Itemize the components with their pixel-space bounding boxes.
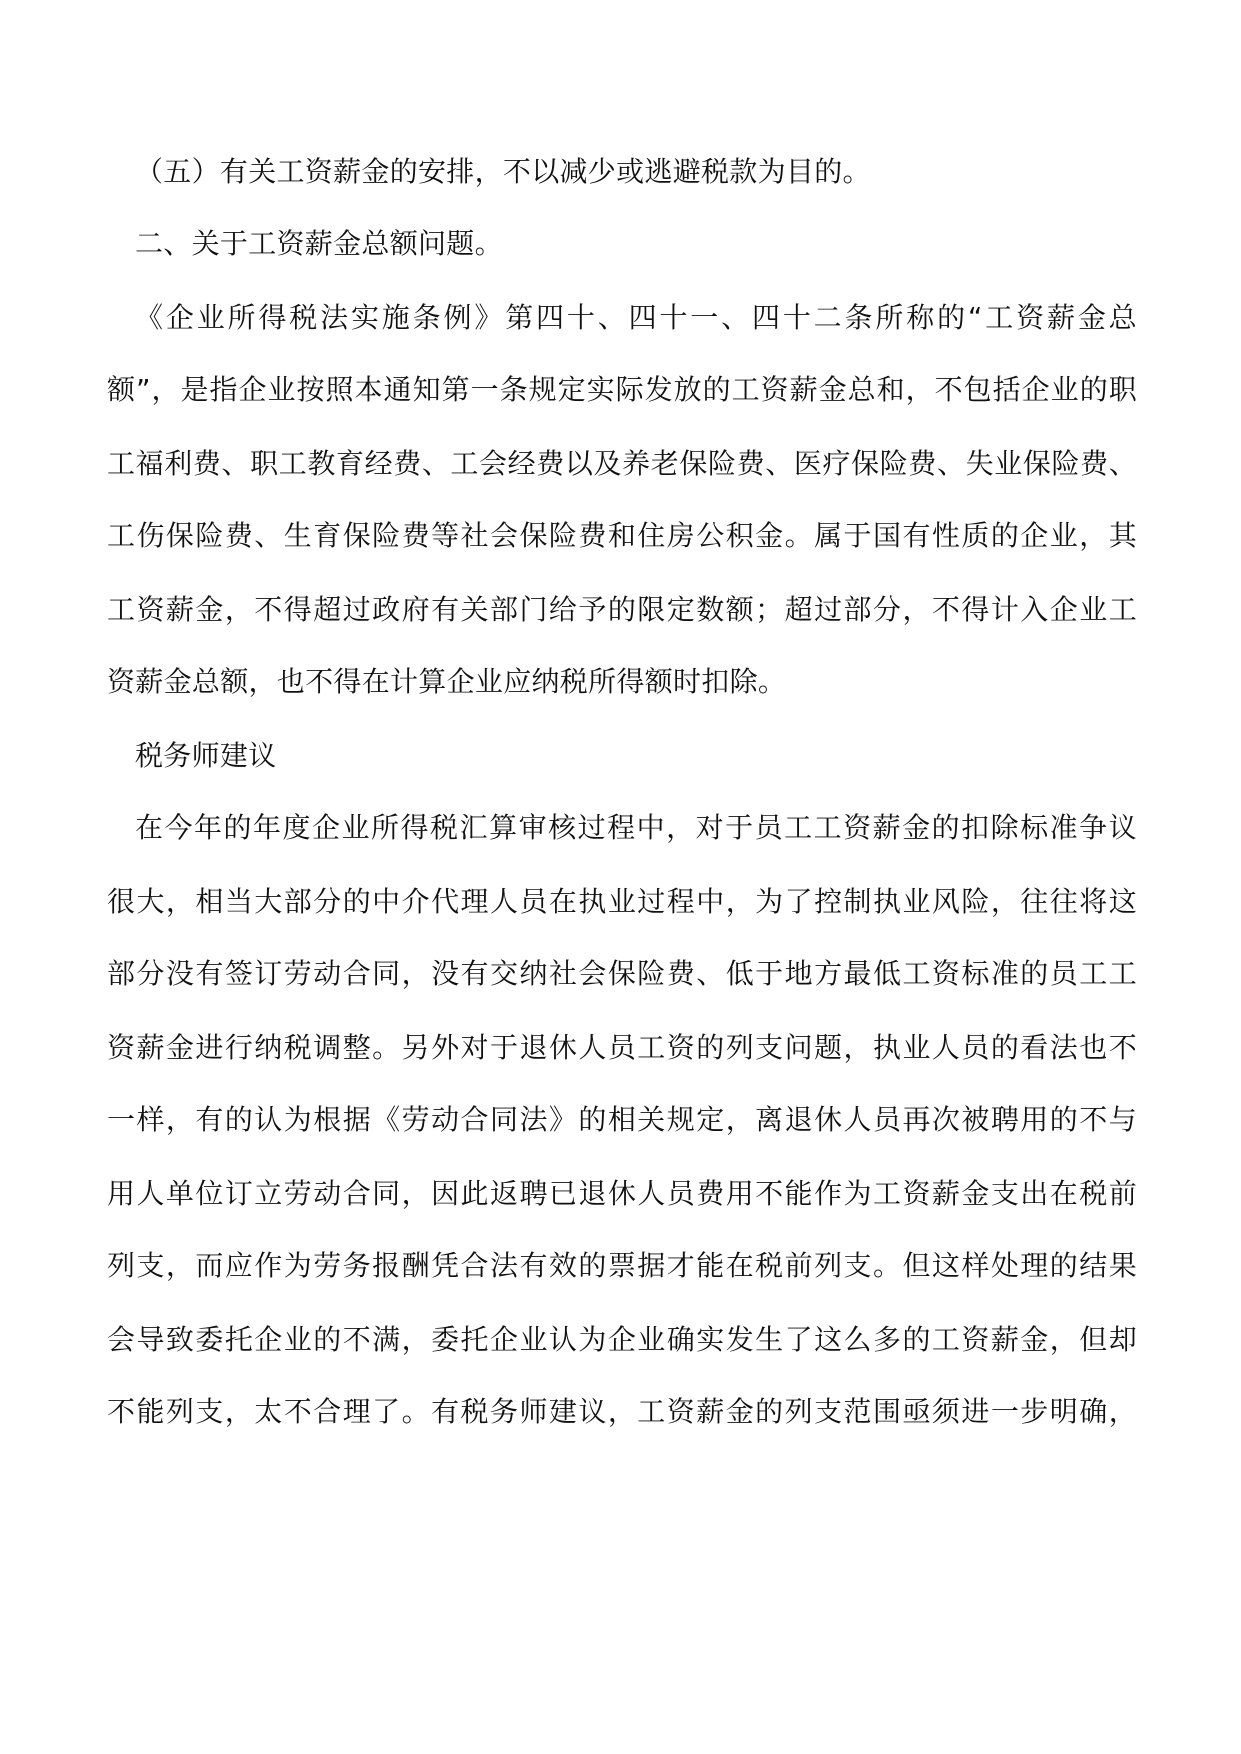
body-text-line: 资薪金总额，也不得在计算企业应纳税所得额时扣除。 (107, 665, 787, 698)
body-text-line: 工伤保险费、生育保险费等社会保险费和住房公积金。属于国有性质的企业，其 (107, 519, 1137, 552)
body-text-line: 工资薪金，不得超过政府有关部门给予的限定数额；超过部分，不得计入企业工 (107, 593, 1137, 626)
body-text-line: 不能列支，太不合理了。有税务师建议，工资薪金的列支范围亟须进一步明确， (107, 1395, 1137, 1428)
body-text-line: 资薪金进行纳税调整。另外对于退休人员工资的列支问题，执业人员的看法也不 (107, 1031, 1137, 1064)
body-text-line: 一样，有的认为根据《劳动合同法》的相关规定，离退休人员再次被聘用的不与 (107, 1103, 1137, 1136)
body-text-line: 会导致委托企业的不满，委托企业认为企业确实发生了这么多的工资薪金，但却 (107, 1323, 1137, 1356)
body-text-line: 工福利费、职工教育经费、工会经费以及养老保险费、医疗保险费、失业保险费、 (107, 447, 1137, 480)
section-heading-two: 二、关于工资薪金总额问题。 (135, 227, 503, 260)
body-text-line: 在今年的年度企业所得税汇算审核过程中，对于员工工资薪金的扣除标准争议 (135, 811, 1137, 844)
body-text-line: 额”，是指企业按照本通知第一条规定实际发放的工资薪金总和，不包括企业的职 (107, 373, 1137, 406)
body-text-line: 列支，而应作为劳务报酬凭合法有效的票据才能在税前列支。但这样处理的结果 (107, 1249, 1137, 1282)
body-text-line: 很大，相当大部分的中介代理人员在执业过程中，为了控制执业风险，往往将这 (107, 885, 1137, 918)
body-text-line: 用人单位订立劳动合同，因此返聘已退休人员费用不能作为工资薪金支出在税前 (107, 1177, 1137, 1210)
body-text-line: 部分没有签订劳动合同，没有交纳社会保险费、低于地方最低工资标准的员工工 (107, 957, 1137, 990)
section-heading-tax-advice: 税务师建议 (135, 739, 277, 772)
body-text-line: 《企业所得税法实施条例》第四十、四十一、四十二条所称的“工资薪金总 (135, 301, 1137, 334)
paragraph-item-five: （五）有关工资薪金的安排，不以减少或逃避税款为目的。 (135, 155, 871, 188)
